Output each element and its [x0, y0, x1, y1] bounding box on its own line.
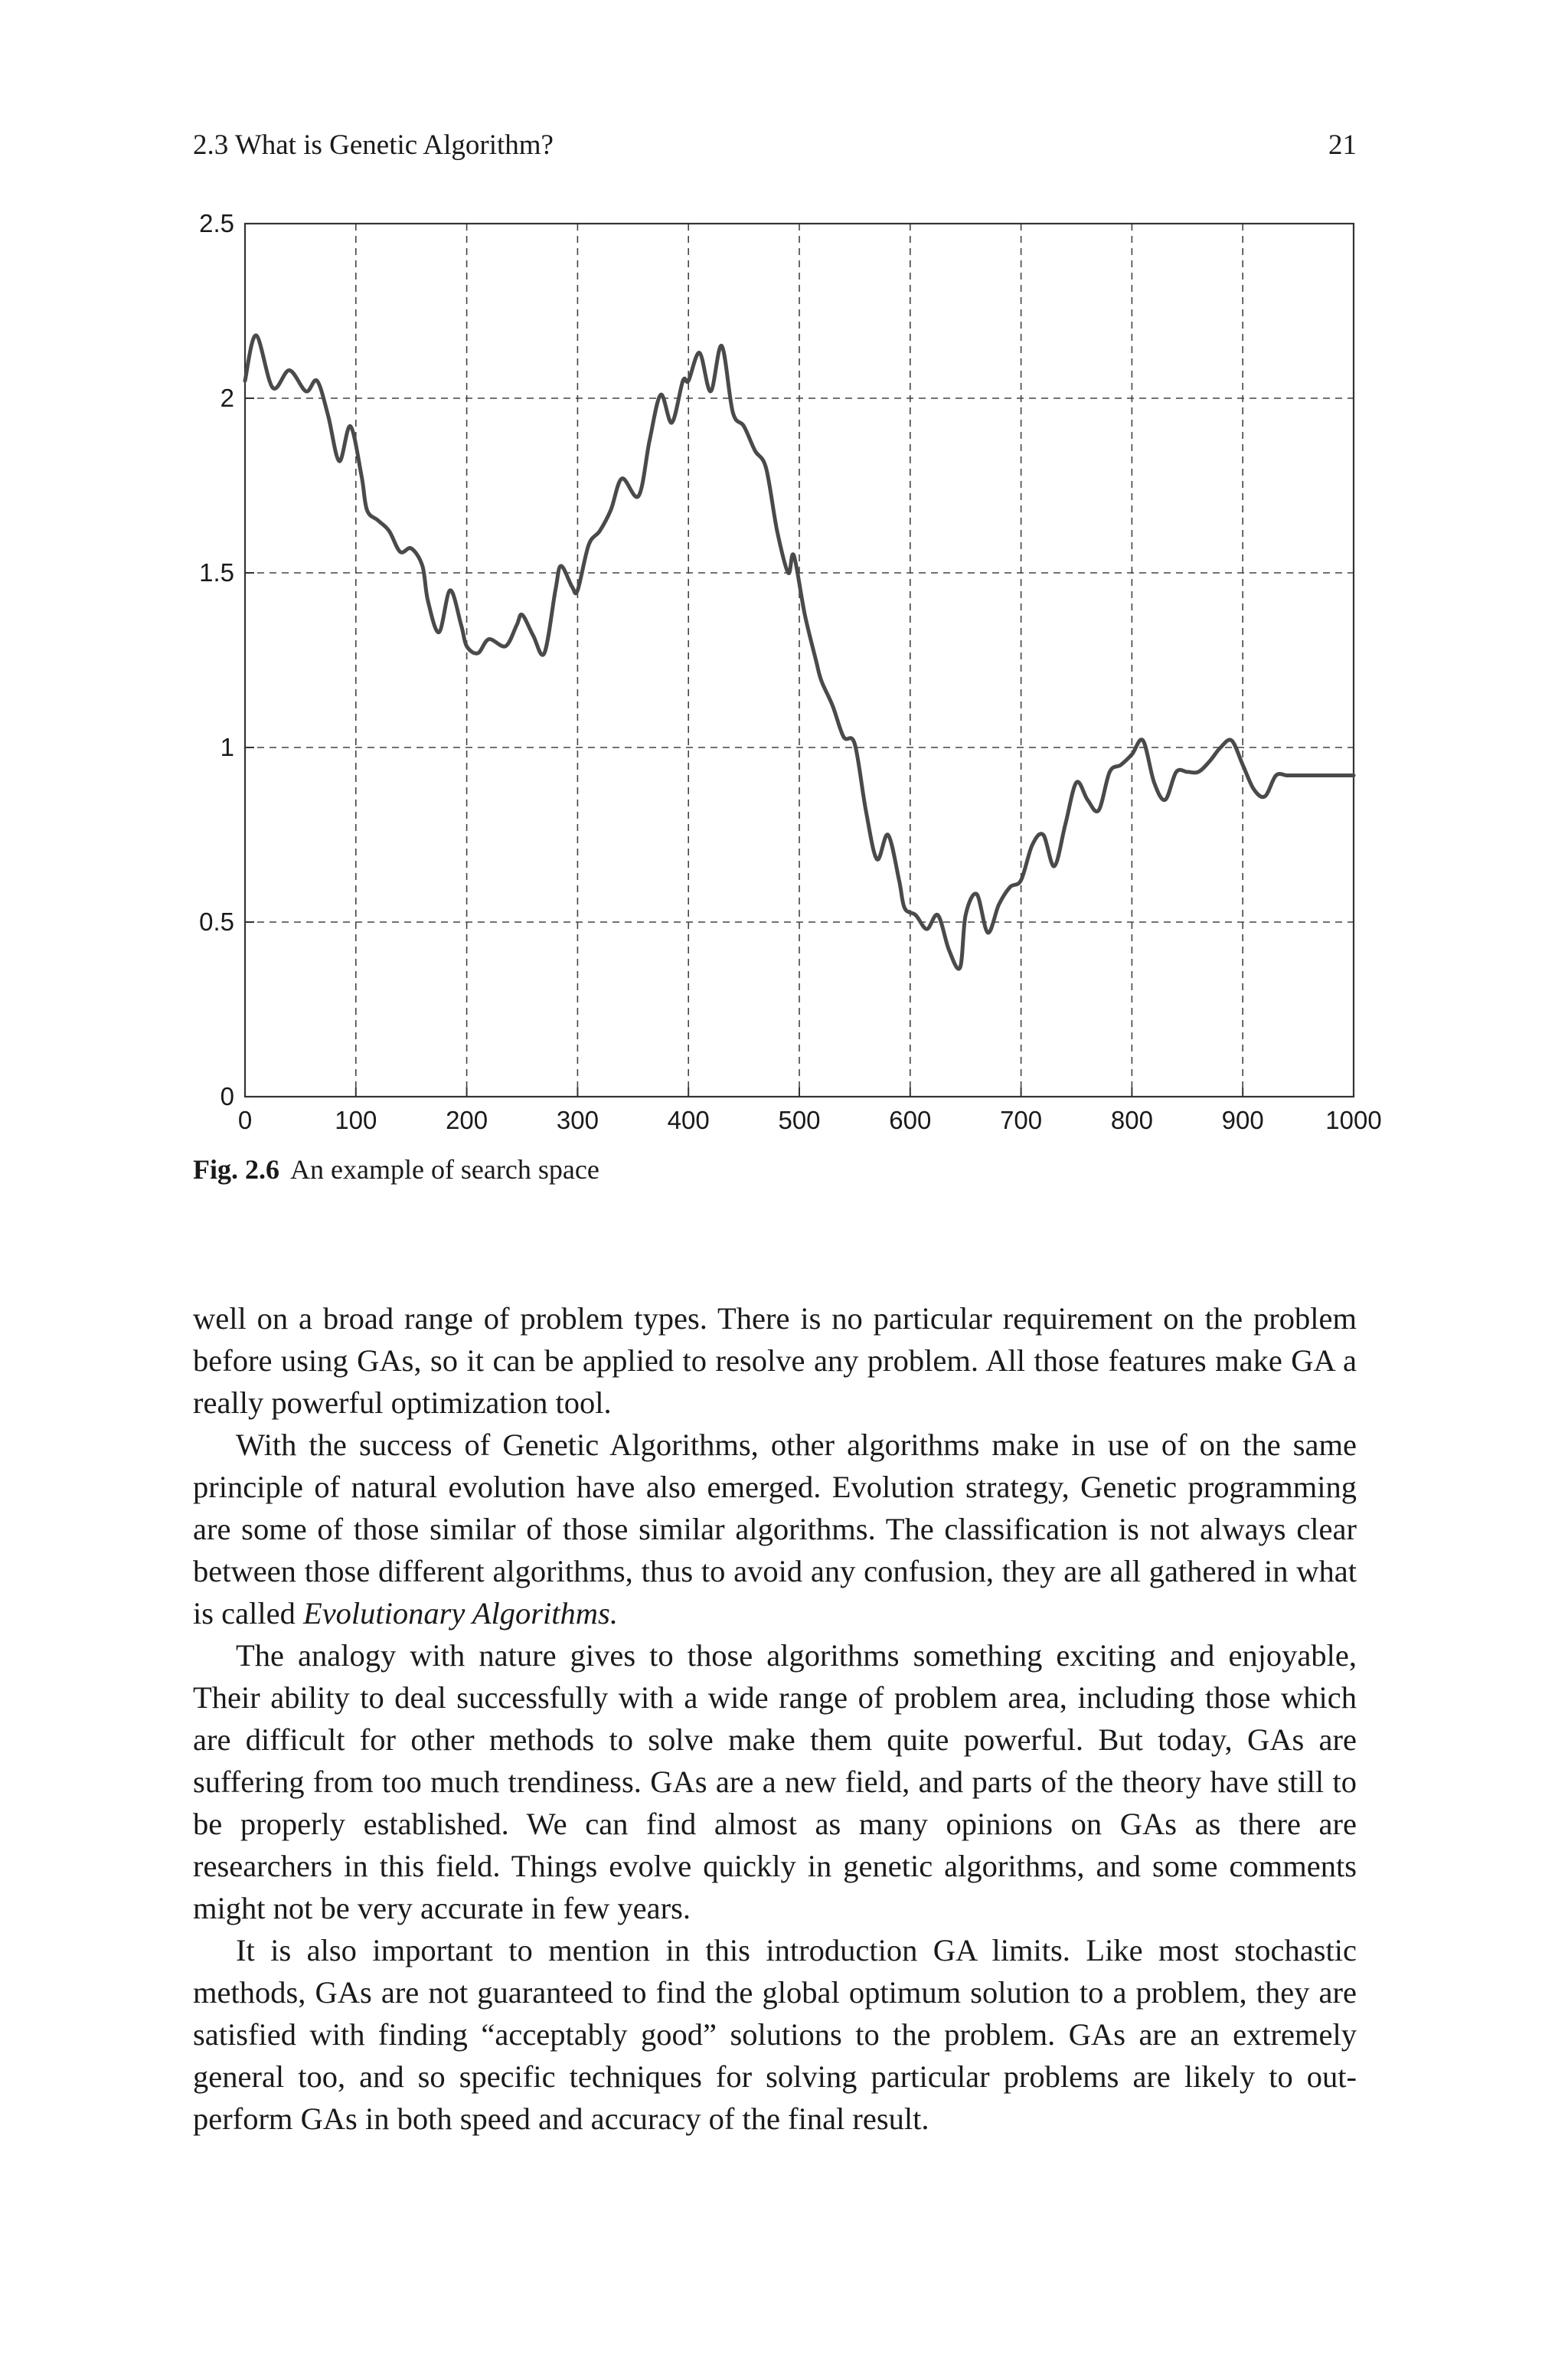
- x-tick-label: 1000: [1325, 1106, 1382, 1134]
- y-tick-label: 1.5: [199, 558, 234, 587]
- y-tick-label: 0.5: [199, 908, 234, 936]
- chart-grid: [245, 224, 1354, 1097]
- figure-caption: [193, 1153, 599, 1186]
- page-number: 21: [1328, 129, 1357, 161]
- figure-caption-text: An example of search space: [290, 1154, 599, 1185]
- search-space-chart: [0, 0, 1568, 1149]
- x-tick-label: 400: [667, 1106, 710, 1134]
- paragraph-3: The analogy with nature gives to those algorithms something exciting and enjoyable, Their ability to deal successfully with a wide range of problem area, including those which are difficult for other methods to solve make them quite powerful. But today, GAs are suffering from too much trendiness. GAs are a new field, and parts of the theory have still to be properly established. We can find almost as many opinions on GAs as there are researchers in this field. Things evolve quickly in genetic algorithms, and some comments might not be very accurate in few years.: [193, 1638, 1357, 1925]
- figure-label: Fig. 2.6: [193, 1154, 279, 1185]
- y-tick-label: 2.5: [199, 209, 234, 237]
- y-tick-label: 2: [220, 384, 234, 412]
- body-text: [193, 1297, 1357, 2140]
- x-tick-label: 500: [778, 1106, 821, 1134]
- y-tick-label: 0: [220, 1082, 234, 1110]
- x-tick-label: 200: [446, 1106, 488, 1134]
- chart-ticks: [199, 209, 1382, 1134]
- x-tick-label: 300: [556, 1106, 599, 1134]
- x-tick-label: 900: [1221, 1106, 1264, 1134]
- section-title: 2.3 What is Genetic Algorithm?: [193, 129, 554, 161]
- y-tick-label: 1: [220, 733, 234, 761]
- paragraph-4: It is also important to mention in this introduction GA limits. Like most stochastic methods, GAs are not guaranteed to find the global optimum solution to a problem, they are satisfied with finding “acceptably good” solutions to the problem. GAs are an extremely general too, and so specific techniques for solving particular problems are likely to out-perform GAs in both speed and accuracy of the final result.: [193, 1933, 1357, 2136]
- paragraph-2-text: With the success of Genetic Algorithms, other algorithms make in use of on the same principle of natural evolution have also emerged. Evolution strategy, Genetic programming are some of those similar of those similar algorithms. The classification is not always clear between those different algorithms, thus to avoid any confusion, they are all gathered in what is called: [193, 1428, 1357, 1630]
- x-tick-label: 600: [889, 1106, 932, 1134]
- x-tick-label: 800: [1110, 1106, 1153, 1134]
- x-tick-label: 700: [1000, 1106, 1043, 1134]
- evolutionary-algorithms-term: Evolutionary Algorithms.: [302, 1596, 618, 1630]
- x-tick-label: 100: [335, 1106, 377, 1134]
- paragraph-1: well on a broad range of problem types. There is no particular requirement on the problem before using GAs, so it can be applied to resolve any problem. All those features make GA a really powerful optimization tool.: [193, 1301, 1357, 1420]
- paragraph-2: [193, 1424, 1357, 1634]
- x-tick-label: 0: [237, 1106, 253, 1134]
